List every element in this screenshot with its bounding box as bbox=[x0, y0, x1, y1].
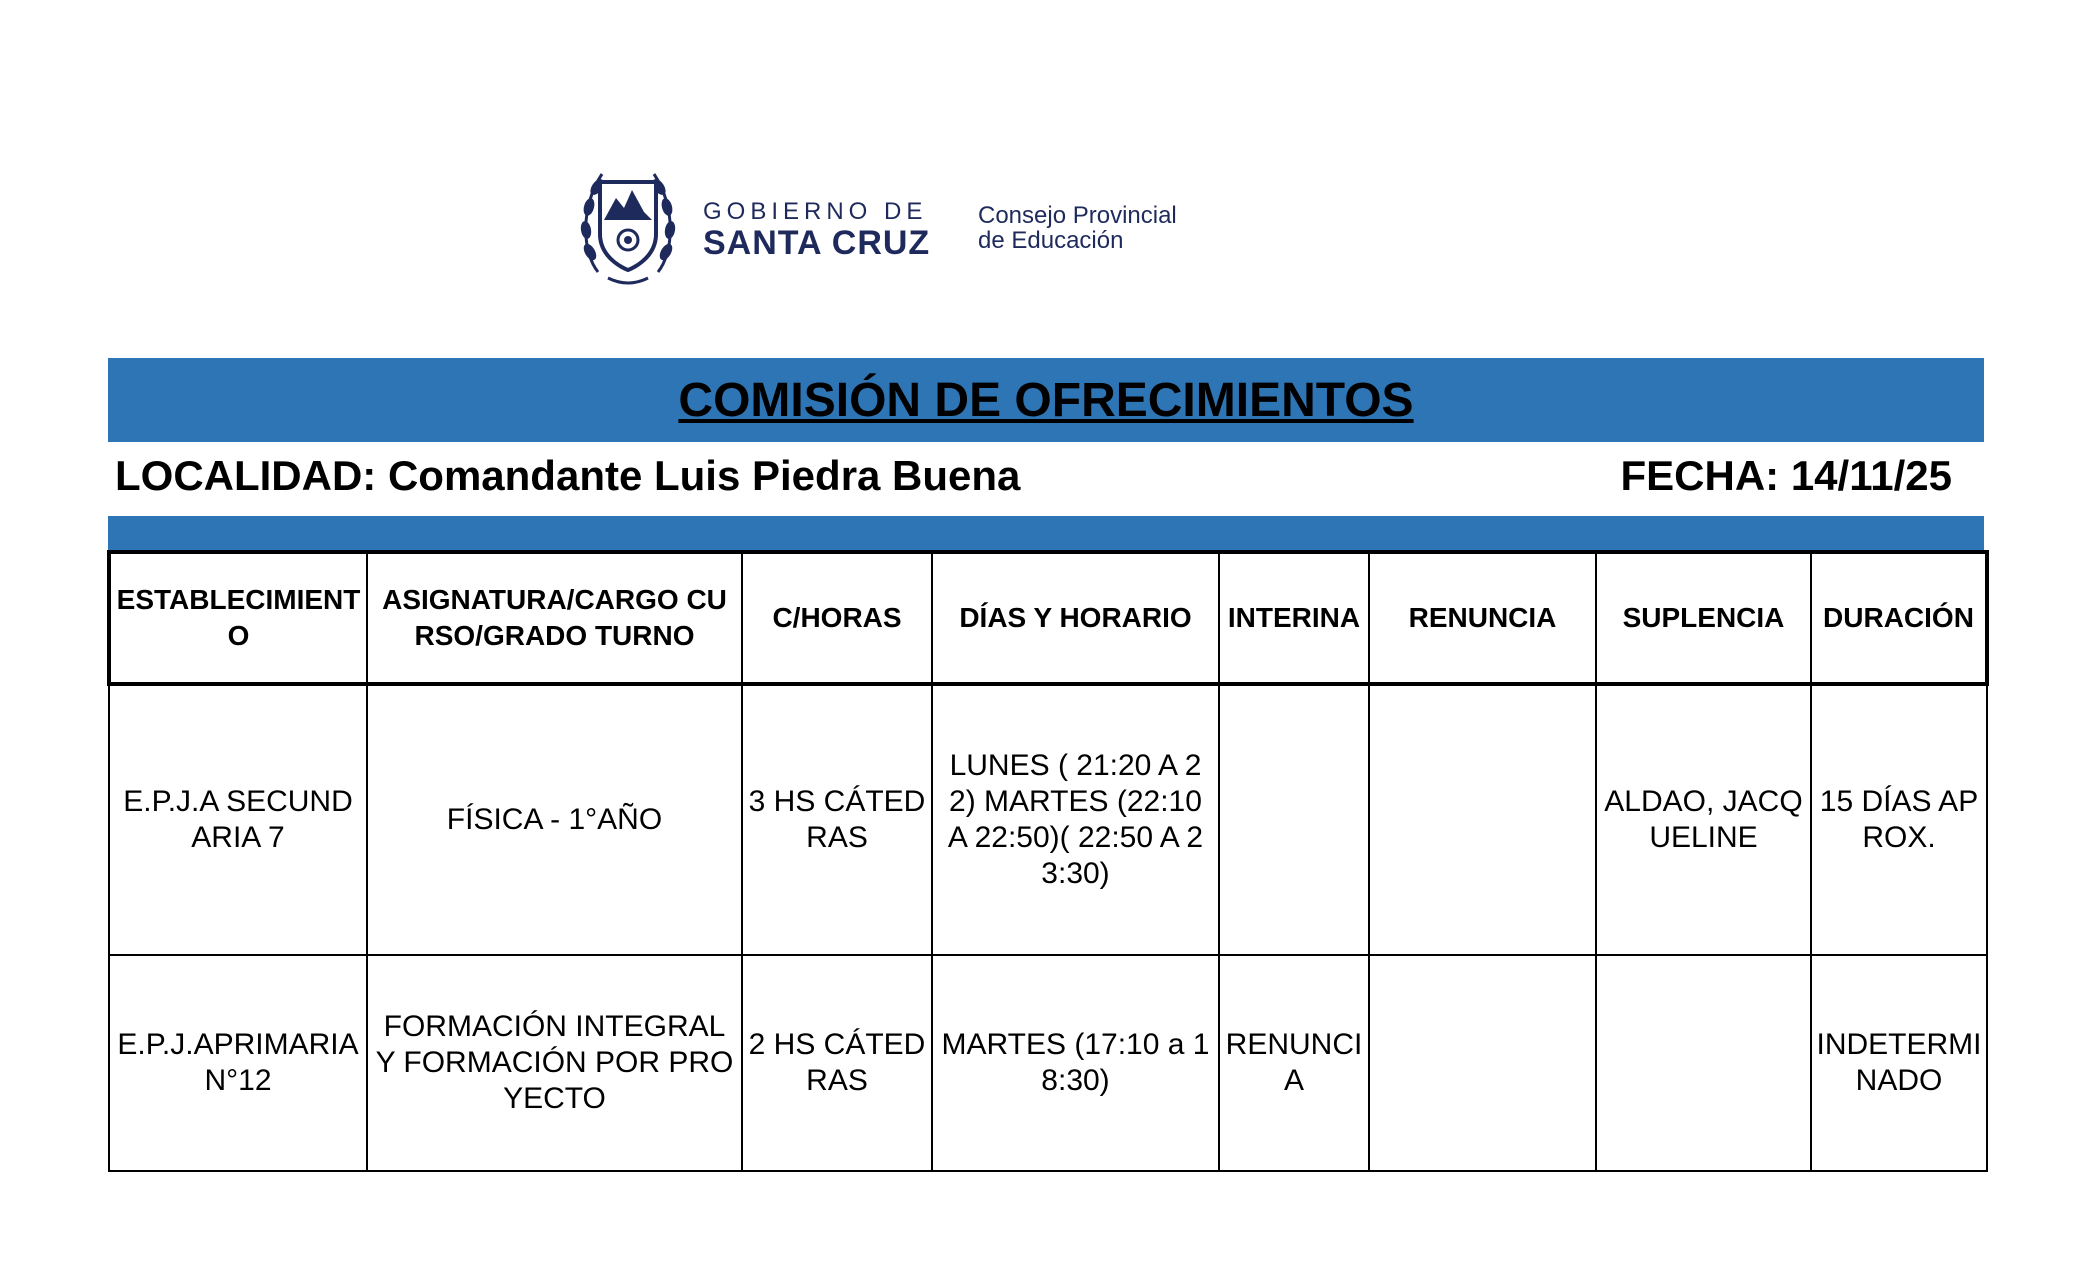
col-asignatura: ASIGNATURA/CARGO CURSO/GRADO TURNO bbox=[367, 552, 742, 684]
table-header-row bbox=[109, 552, 1987, 684]
col-suplencia: SUPLENCIA bbox=[1596, 552, 1811, 684]
header-logos bbox=[578, 162, 1218, 292]
col-interina: INTERINA bbox=[1219, 552, 1369, 684]
cell-suplencia: ALDAO, JACQUELINE bbox=[1596, 684, 1811, 955]
cell-establecimiento: E.P.J.APRIMARIA N°12 bbox=[109, 955, 367, 1171]
title-band bbox=[108, 358, 1984, 442]
cell-asignatura: FÍSICA - 1°AÑO bbox=[367, 684, 742, 955]
cell-renuncia bbox=[1369, 955, 1596, 1171]
santa-cruz-seal-icon bbox=[578, 162, 678, 292]
cell-asignatura: FORMACIÓN INTEGRAL Y FORMACIÓN POR PROYECTO bbox=[367, 955, 742, 1171]
fecha-label: FECHA: 14/11/25 bbox=[1620, 452, 1952, 499]
table-row bbox=[109, 955, 1987, 1171]
cell-interina bbox=[1219, 684, 1369, 955]
localidad-label: LOCALIDAD: Comandante Luis Piedra Buena bbox=[115, 452, 1021, 499]
gobierno-line1: GOBIERNO DE bbox=[703, 198, 928, 225]
cell-duracion: INDETERMINADO bbox=[1811, 955, 1987, 1171]
cell-horas: 2 HS CÁTEDRAS bbox=[742, 955, 932, 1171]
col-dias-horario: DÍAS Y HORARIO bbox=[932, 552, 1219, 684]
cell-interina: RENUNCIA bbox=[1219, 955, 1369, 1171]
separator-bar bbox=[108, 516, 1984, 550]
col-renuncia: RENUNCIA bbox=[1369, 552, 1596, 684]
col-establecimiento: ESTABLECIMIENTO bbox=[109, 552, 367, 684]
cell-horas: 3 HS CÁTEDRAS bbox=[742, 684, 932, 955]
col-duracion: DURACIÓN bbox=[1811, 552, 1987, 684]
table-row bbox=[109, 684, 1987, 955]
cell-establecimiento: E.P.J.A SECUNDARIA 7 bbox=[109, 684, 367, 955]
offers-table bbox=[107, 550, 1989, 1172]
cell-duracion: 15 DÍAS APROX. bbox=[1811, 684, 1987, 955]
consejo-line1: Consejo Provincial bbox=[978, 202, 1177, 229]
cell-suplencia bbox=[1596, 955, 1811, 1171]
cell-dias-horario: LUNES ( 21:20 A 22) MARTES (22:10 A 22:50)( 22:50 A 23:30) bbox=[932, 684, 1219, 955]
gobierno-line2: SANTA CRUZ bbox=[703, 224, 931, 262]
consejo-line2: de Educación bbox=[978, 227, 1124, 254]
cell-dias-horario: MARTES (17:10 a 18:30) bbox=[932, 955, 1219, 1171]
col-horas: C/HORAS bbox=[742, 552, 932, 684]
cell-renuncia bbox=[1369, 684, 1596, 955]
page-title: COMISIÓN DE OFRECIMIENTOS bbox=[678, 373, 1414, 427]
